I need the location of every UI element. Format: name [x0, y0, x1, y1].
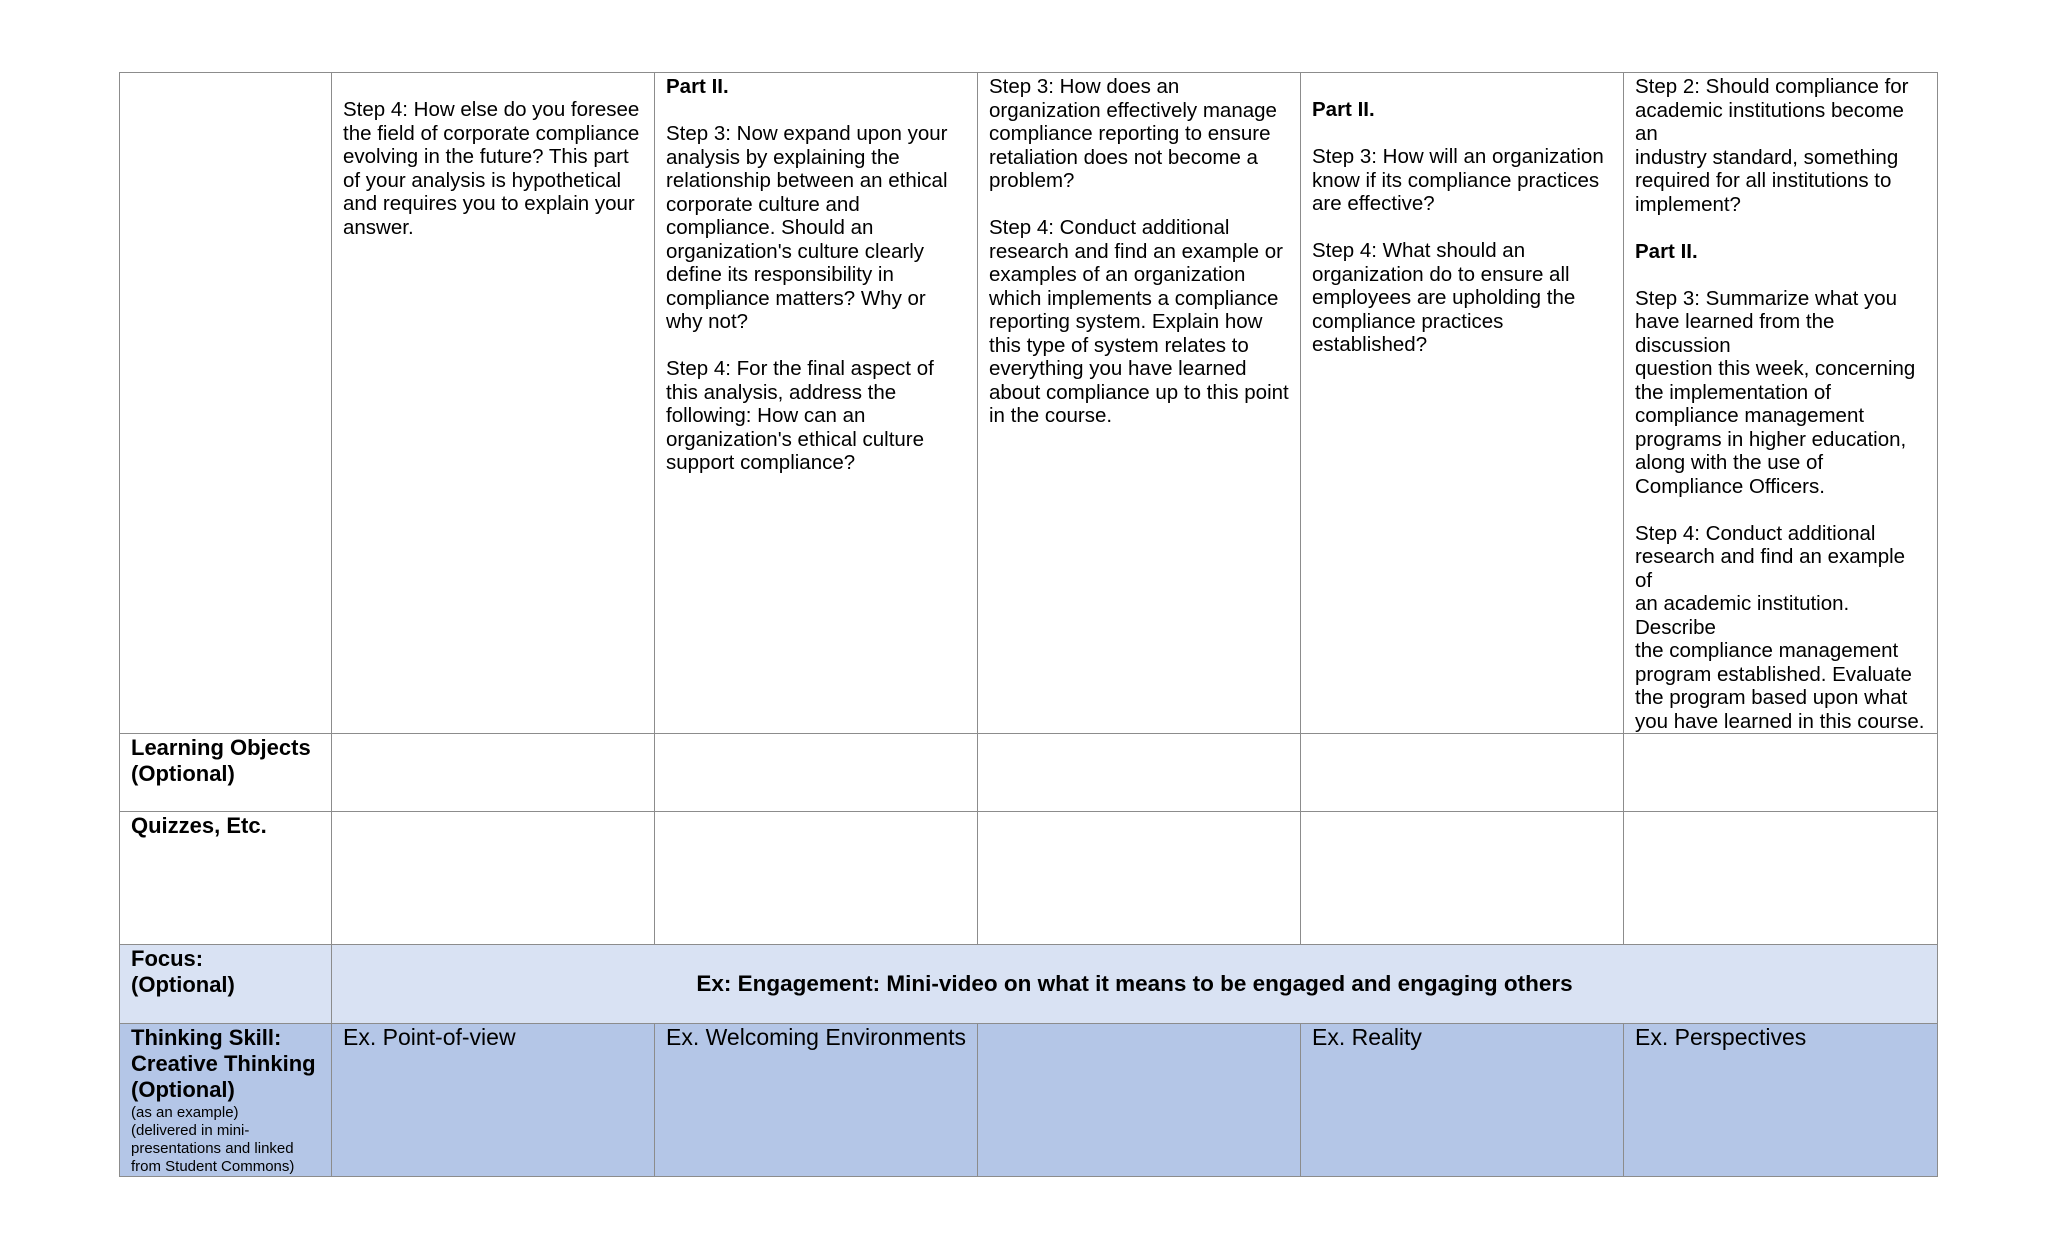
thinking-skill-row	[120, 1024, 1938, 1177]
empty-cell	[978, 734, 1301, 812]
example-cell: Ex. Reality	[1301, 1024, 1624, 1177]
part-heading: Part II.	[666, 75, 729, 98]
learning-objects-label: Learning Objects (Optional)	[120, 734, 332, 812]
assignment-steps-row	[120, 73, 1938, 734]
week-cell-5	[1624, 73, 1938, 734]
step-text: Step 4: Conduct additional research and find an example or examples of an organization which implements a compliance reporting system. Explain how this type of system relates to everything you have learned about compliance up to this point in the course.	[989, 216, 1289, 427]
week-cell-2	[655, 73, 978, 734]
example-cell: Ex. Perspectives	[1624, 1024, 1938, 1177]
example-cell: Ex. Point-of-view	[332, 1024, 655, 1177]
week-cell-1	[332, 73, 655, 734]
focus-label: Focus: (Optional)	[120, 945, 332, 1024]
example-cell: Ex. Welcoming Environments	[655, 1024, 978, 1177]
empty-cell	[1624, 734, 1938, 812]
step-text: Step 2: Should compliance for academic institutions become an industry standard, something required for all institutions to implement?	[1635, 75, 1909, 216]
focus-row	[120, 945, 1938, 1024]
focus-skills-table	[119, 944, 1938, 1177]
part-heading: Part II.	[1635, 239, 1698, 263]
step-text: Step 4: Conduct additional research and find an example of an academic institution. Describe the compliance management program established. Evaluate the program based upon what you have learned in this course.	[1635, 521, 1925, 733]
part-heading: Part II.	[1312, 98, 1375, 121]
step-text: Step 3: How does an organization effectively manage compliance reporting to ensure retaliation does not become a problem?	[989, 75, 1277, 192]
week-cell-4	[1301, 73, 1624, 734]
learning-objects-row	[120, 734, 1938, 812]
thinking-skill-label: Thinking Skill: Creative Thinking (Optional) (as an example) (delivered in mini- presentations and linked from Student Commons)	[120, 1024, 332, 1177]
example-cell	[978, 1024, 1301, 1177]
week-cell-3	[978, 73, 1301, 734]
step-text: Step 3: Summarize what you have learned from the discussion question this week, concerning the implementation of compliance management programs in higher education, along with the use of Compliance Officers.	[1635, 286, 1916, 498]
step-text: Step 4: How else do you foresee the field of corporate compliance evolving in the future? This part of your analysis is hypothetical and requires you to explain your answer.	[343, 98, 640, 239]
quizzes-label: Quizzes, Etc.	[120, 812, 332, 968]
empty-cell	[655, 734, 978, 812]
focus-banner: Ex: Engagement: Mini-video on what it means to be engaged and engaging others	[332, 945, 1938, 1024]
step-text: Step 3: How will an organization know if its compliance practices are effective?	[1312, 145, 1604, 215]
empty-cell	[332, 734, 655, 812]
step-text: Step 3: Now expand upon your analysis by explaining the relationship between an ethical corporate culture and compliance. Should an organization's culture clearly define its responsibility in compliance matters? Why or why not?	[666, 122, 948, 333]
course-outline-table	[119, 72, 1938, 968]
step-text: Step 4: What should an organization do to ensure all employees are upholding the compliance practices established?	[1312, 239, 1576, 356]
row-label-cell	[120, 73, 332, 734]
empty-cell	[1301, 734, 1624, 812]
step-text: Step 4: For the final aspect of this analysis, address the following: How can an organization's ethical culture support compliance?	[666, 357, 934, 474]
thinking-skill-note: (as an example) (delivered in mini- presentations and linked from Student Commons)	[131, 1104, 295, 1175]
